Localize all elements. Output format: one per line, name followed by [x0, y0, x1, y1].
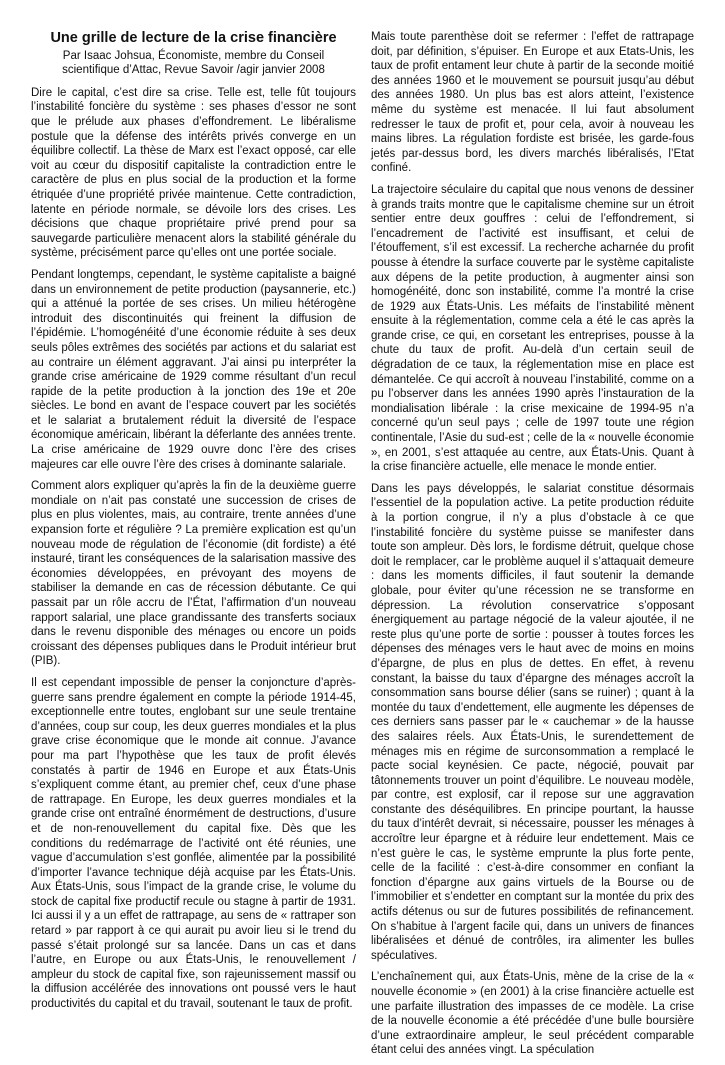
left-paragraph-3: Comment alors expliquer qu’après la fin de la deuxième guerre mondiale on n’ait pas constaté une succession de crises de plus en plus violentes, mais, au contraire, trente années d’une expansion forte et régulière ? La première explication est qu’un nouveau mode de régulation de l’économie (dit fordiste) a été instauré, tirant les conséquences de la salarisation massive des économies développées, en prévoyant des moyens de stabiliser la demande en cas de récession débutante. Ce qui passait par un rôle accru de l’État, l’affirmation d’un nouveau rapport salarial, une place grandissante des transferts sociaux dans le revenu disponible des ménages ou encore un poids croissant des dépenses publiques dans le Produit intérieur brut (PIB).: [31, 480, 356, 668]
byline-line-2: scientifique d’Attac, Revue Savoir /agir janvier 2008: [62, 64, 325, 77]
byline-line-1: Par Isaac Johsua, Économiste, membre du Conseil: [62, 50, 325, 62]
right-paragraph-2: La trajectoire séculaire du capital que nous venons de dessiner à grands traits montre que le capitalisme chemine sur un étroit sentier entre deux gouffres : celui de l’effondrement, si l’encadrement de l’activité est insuffisant, et celui de l’étouffement, s’il est excessif. La recherche acharnée du profit pousse à étendre la surface couverte par le système capitaliste aux dépens de la petite production, à augmenter ainsi son homogénéité, donc son instabilité, comme l’a montré la crise de 1929 aux États-Unis. Les méfaits de l’instabilité mènent ensuite à la réglementation, comme cela a été le cas après la grande crise, ce qui, en corsetant les entreprises, pousse à la chute du taux de profit. Au-delà d’un certain seuil de dégradation de ce taux, la réglementation mise en place est démantelée. Ce qui accroît à nouveau l’instabilité, comme on a pu l’observer dans les années 1990 après l’instauration de la mondialisation libérale : la crise mexicaine de 1994-95 n’a concerné qu’un seul pays ; celle de 1997 toute une région continentale, l’Asie du sud-est ; celle de la « nouvelle économie », en 2001, s’est attaquée au centre, aux États-Unis. Quant à la crise financière actuelle, elle menace le monde entier.: [371, 183, 694, 474]
right-paragraph-4: L’enchaînement qui, aux États-Unis, mène de la crise de la « nouvelle économie » (en 2001) à la crise financière actuelle est une parfaite illustration des impasses de ce modèle. La crise de la nouvelle économie a été précédée d’une bulle boursière d’une extraordinaire ampleur, le seul précédent comparable étant celui des années vingt. La spéculation: [371, 971, 694, 1057]
left-paragraph-1: Dire le capital, c’est dire sa crise. Telle est, telle fût toujours l’instabilité foncière du système : ses phases d’essor ne sont que le prélude aux phases d’effondrement. Le libéralisme postule que la défense des intérêts privés converge en un équilibre collectif. La thèse de Marx est l’exact opposé, car elle voit au cœur du dispositif capitaliste la contradiction entre le caractère de plus en plus social de la production et la forme étriquée d’une propriété privée maintenue. Cette contradiction, latente en période normale, se dévoile lors des crises. Les décisions que chaque propriétaire privé prend pour sa sauvegarde particulière menacent alors la stabilité générale du système, précisément parce qu’elles ont une portée sociale.: [31, 86, 356, 260]
left-paragraph-4: Il est cependant impossible de penser la conjoncture d’après-guerre sans prendre également en compte la période 1914-45, exceptionnelle entre toutes, englobant sur une seule trentaine d’années, coup sur coup, les deux guerres mondiales et la plus grave crise économique que le monde ait connue. J’avance pour ma part l’hypothèse que les taux de profit élevés constatés à partir de 1946 en Europe et aux États-Unis s’expliquent comme étant, au premier chef, ceux d’une phase de rattrapage. En Europe, les deux guerres mondiales et la grande crise ont entraîné énormément de destructions, d’usure et de non-renouvellement du capital fixe. Dès que les conditions du redémarrage de l’activité ont été réunies, une vague d’accumulation s’est gonflée, alimentée par la possibilité d’importer l’avance technique déjà acquise par les États-Unis. Aux États-Unis, sous l’impact de la grande crise, le volume du stock de capital fixe productif recule ou stagne à partir de 1931. Ici aussi il y a un effet de rattrapage, au sens de « rattraper son retard » par rapport à ce qui aurait pu avoir lieu si le trend du passé s’était prolongé sur sa lancée. Dans un cas et dans l’autre, en Europe ou aux États-Unis, le renouvellement / ampleur du stock de capital fixe, son rajeunissement massif ou la diffusion accélérée des innovations ont poussé vers le haut productivités du capital et du travail, soutenant le taux de profit.: [31, 676, 356, 1011]
right-column: [371, 30, 694, 1065]
article-title: Une grille de lecture de la crise financière: [50, 30, 337, 46]
byline: [31, 49, 356, 78]
right-paragraph-1: Mais toute parenthèse doit se refermer : l’effet de rattrapage doit, par définition, s’épuiser. En Europe et aux Etats-Unis, les taux de profit entament leur chute à partir de la seconde moitié des années 1960 et le mouvement se poursuit jusqu’au début des années 1980. Un plus bas est alors atteint, l’existence même du système est menacée. Il lui faut absolument redresser le taux de profit et, pour cela, avoir à nouveau les mains libres. La régulation fordiste est brisée, les garde-fous jetés par-dessus bord, les divers marchés libéralisés, l’Etat confiné.: [371, 31, 694, 175]
left-paragraph-2: Pendant longtemps, cependant, le système capitaliste a baigné dans un environnement de petite production (paysannerie, etc.) qui a atténué la portée de ses crises. Un milieu hétérogène introduit des discontinuités qui freinent la diffusion de l’épidémie. L’homogénéité d’une économie réduite à ses deux seuls pôles extrêmes des sociétés par actions et du salariat est au contraire un élément aggravant. J’ai ainsi pu interpréter la grande crise américaine de 1929 comme résultant d’un recul rapide de la petite production à la jonction des 19e et 20e siècles. Le bond en avant de l’espace couvert par les sociétés et le salariat a brutalement réduit la diversité de l’espace économique américain, libérant la déferlante des années trente. La crise américaine de 1929 ouvre donc l’ère des crises majeures car elle ouvre l’ère des crises à dominante salariale.: [31, 268, 356, 471]
left-column: [31, 30, 356, 1019]
right-paragraph-3: Dans les pays développés, le salariat constitue désormais l’essentiel de la population active. La petite production réduite à la portion congrue, il n’y a plus d’obstacle à ce que l’instabilité foncière du système puisse se manifester dans toute son ampleur. Dès lors, le fordisme détruit, quelque chose doit le remplacer, car le problème auquel il s’attaquait demeure : dans les moments difficiles, il faut soutenir la demande globale, pour éviter qu’une récession ne se transforme en dépression. La révolution conservatrice s’opposant énergiquement au partage négocié de la valeur ajoutée, il ne reste plus qu’une porte de sortie : pousser à toutes forces les dépenses des ménages vers le haut avec de moins en moins d’épargne, de plus en plus de dettes. En effet, à revenu constant, la baisse du taux d’épargne des ménages accroît la consommation sans bourse délier (sans se ruiner) ; quant à la montée du taux d’endettement, elle augmente les dépenses de ces derniers sans passer par le « cauchemar » de la hausse des salaires réels. Aux États-Unis, le surendettement de ménages mis en régime de surconsommation a remplacé le pacte social keynésien. Ce pacte, négocié, pouvait par tâtonnements trouver un point d’équilibre. Le nouveau modèle, par contre, est explosif, car il repose sur une aggravation constante des déséquilibres. En principe pourtant, la hausse du taux d’intérêt devrait, si nécessaire, pousser les ménages à accroître leur épargne et à réduire leur endettement. Mais ce n’est guère le cas, le système emprunte la plus forte pente, celle de la facilité : c’est-à-dire consommer en confiant la fonction d’épargne aux gains virtuels de la Bourse ou de l’immobilier et s’endetter en comptant sur la montée du prix des actifs détenus ou sur de futures possibilités de refinancement. On s’habitue à l’argent facile qui, dans un univers de finances libéralisées et dénué de contrôles, ira alimenter les bulles spéculatives.: [371, 482, 694, 962]
